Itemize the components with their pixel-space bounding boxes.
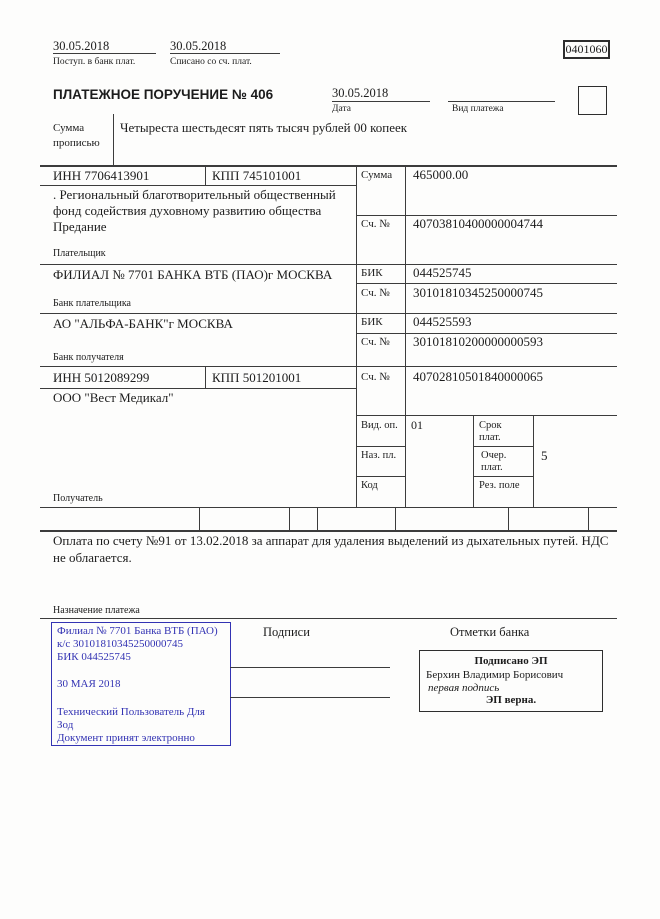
purpose-text-line1: Оплата по счету №91 от 13.02.2018 за аппарат для удаления выделений из дыхательных путей. НДС: [53, 533, 609, 548]
payer-bank-bik: 044525745: [413, 265, 472, 280]
payer-account-label: Сч. №: [361, 218, 390, 230]
payer-name-line3: Предание: [53, 219, 107, 234]
table-line: [40, 366, 617, 367]
payer-bank-bik-label: БИК: [361, 267, 383, 279]
payer-bank-name: ФИЛИАЛ № 7701 БАНКА ВТБ (ПАО)г МОСКВА: [53, 267, 333, 282]
purpose-text-line2: не облагается.: [53, 550, 132, 565]
table-line: [356, 446, 405, 447]
sum-value: 465000.00: [413, 167, 469, 182]
priority-label-2: плат.: [481, 462, 503, 473]
payee-bank-bik: 044525593: [413, 314, 472, 329]
doc-date-label: Дата: [332, 104, 351, 114]
bank-stamp-line6: Зод: [57, 719, 74, 731]
table-line: [473, 415, 474, 507]
table-line: [588, 507, 589, 530]
signature-line: [230, 667, 390, 668]
payment-type-box: [578, 86, 607, 115]
sum-label: Сумма: [361, 169, 393, 181]
table-line: [473, 446, 533, 447]
term-label-1: Срок: [479, 420, 502, 431]
code-label: Код: [361, 480, 378, 491]
doc-date-value: 30.05.2018: [332, 86, 389, 100]
table-line: [356, 415, 617, 416]
date-received-underline: [53, 53, 156, 54]
bank-marks-label: Отметки банка: [450, 625, 530, 639]
table-line: [40, 530, 617, 532]
term-label-2: плат.: [479, 432, 501, 443]
payer-bank-section-label: Банк плательщика: [53, 298, 131, 309]
op-type-label: Вид. оп.: [361, 420, 398, 431]
form-code-box: [563, 40, 610, 59]
table-line: [205, 165, 206, 185]
reserve-field-label: Рез. поле: [479, 480, 520, 491]
purpose-code-label: Наз. пл.: [361, 450, 397, 461]
date-debited-label: Списано со сч. плат.: [170, 57, 252, 67]
payment-type-label: Вид платежа: [452, 104, 504, 114]
table-line: [508, 507, 509, 530]
table-line: [533, 415, 534, 507]
payer-inn: ИНН 7706413901: [53, 168, 150, 183]
op-type-value: 01: [411, 418, 423, 432]
esign-signer-name: Берхин Владимир Борисович: [426, 669, 564, 681]
payee-account-label: Сч. №: [361, 371, 390, 383]
table-line: [205, 366, 206, 388]
amount-in-words: Четыреста шестьдесят пять тысяч рублей 00 копеек: [120, 120, 408, 135]
payee-bank-account-label: Сч. №: [361, 336, 390, 348]
payee-inn: ИНН 5012089299: [53, 370, 150, 385]
payment-type-underline: [448, 101, 555, 102]
bank-stamp-line5: Технический Пользователь Для: [57, 706, 205, 718]
payer-kpp: КПП 745101001: [212, 168, 302, 183]
esign-signature-type: первая подпись: [428, 682, 500, 694]
table-line: [395, 507, 396, 530]
table-line: [40, 185, 356, 186]
table-line: [40, 313, 617, 314]
document-title: ПЛАТЕЖНОЕ ПОРУЧЕНИЕ № 406: [53, 87, 274, 102]
date-debited-underline: [170, 53, 280, 54]
table-line: [473, 476, 533, 477]
table-line: [40, 264, 617, 265]
payer-bank-account: 30101810345250000745: [413, 285, 543, 300]
bank-stamp-date: 30 МАЯ 2018: [57, 678, 121, 690]
amount-words-label-1: Сумма: [53, 122, 85, 134]
table-line: [356, 283, 617, 284]
table-line: [289, 507, 290, 530]
payee-section-label: Получатель: [53, 493, 103, 504]
esign-title: Подписано ЭП: [474, 655, 548, 667]
table-line: [317, 507, 318, 530]
purpose-section-label: Назначение платежа: [53, 605, 140, 616]
payee-account: 40702810501840000065: [413, 369, 543, 384]
table-line: [356, 476, 405, 477]
esign-verified: ЭП верна.: [485, 694, 537, 706]
payee-bank-name: АО "АЛЬФА-БАНК"г МОСКВА: [53, 316, 233, 331]
amount-words-label-2: прописью: [53, 137, 100, 149]
bank-stamp-line2: к/с 30101810345250000745: [57, 638, 184, 650]
payer-section-label: Плательщик: [53, 248, 106, 259]
payee-bank-bik-label: БИК: [361, 316, 383, 328]
payee-bank-section-label: Банк получателя: [53, 352, 124, 363]
table-line: [405, 165, 406, 507]
date-debited-value: 30.05.2018: [170, 39, 227, 53]
table-line: [40, 507, 617, 508]
doc-date-underline: [332, 101, 430, 102]
bank-stamp-line7: Документ принят электронно: [57, 732, 195, 744]
form-code: 0401060: [565, 42, 608, 56]
priority-value: 5: [541, 448, 548, 463]
payee-bank-account: 30101810200000000593: [413, 334, 543, 349]
table-line: [40, 618, 617, 619]
date-received-value: 30.05.2018: [53, 39, 110, 53]
bank-stamp-line3: БИК 044525745: [57, 651, 131, 663]
payer-name-line2: фонд содействия духовному развитию общества: [53, 203, 322, 218]
table-line: [199, 507, 200, 530]
priority-label-1: Очер.: [481, 450, 507, 461]
payer-bank-account-label: Сч. №: [361, 287, 390, 299]
bank-stamp-line1: Филиал № 7701 Банка ВТБ (ПАО): [57, 625, 218, 637]
table-line: [40, 388, 356, 389]
amount-words-divider: [113, 114, 114, 166]
payee-kpp: КПП 501201001: [212, 370, 302, 385]
signatures-label: Подписи: [263, 625, 310, 639]
date-received-label: Поступ. в банк плат.: [53, 57, 136, 67]
signature-line: [230, 697, 390, 698]
payee-name: ООО "Вест Медикал": [53, 390, 174, 405]
payer-name-line1: . Региональный благотворительный общественный: [53, 187, 336, 202]
payer-account: 40703810400000004744: [413, 216, 543, 231]
table-line: [40, 165, 617, 167]
table-line: [356, 165, 357, 507]
